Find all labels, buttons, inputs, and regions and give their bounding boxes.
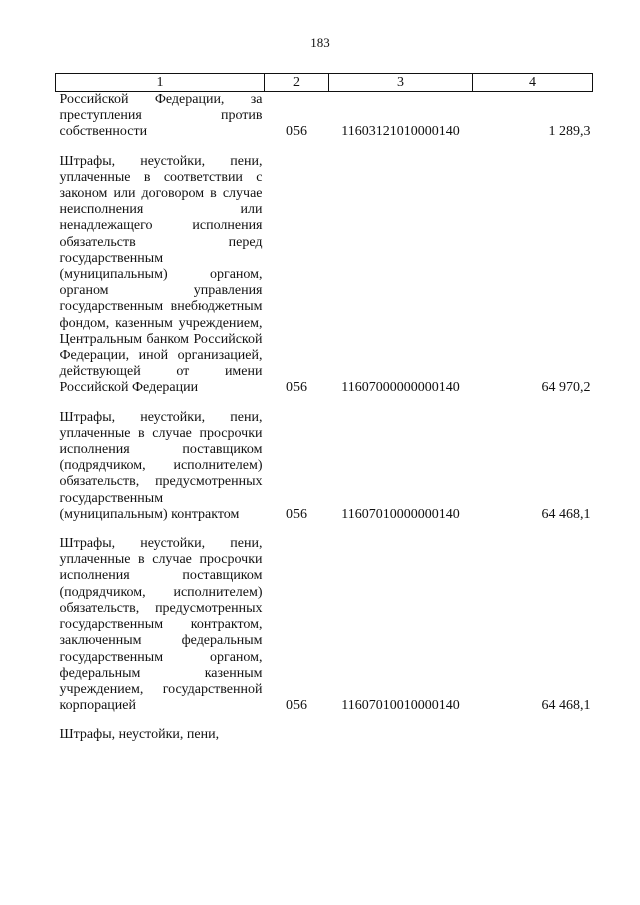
row-classification-code: 11603121010000140: [341, 124, 460, 140]
row-name-text: Штрафы, неустойки, пени, уплаченные в соответствии с законом или договором в случае неисполнения или ненадлежащего исполнения обязательств перед государственным (муниципальным) органом, органом управления государственным внебюджетным фондом, казенным учреждением, Центральным банком Российской Федерации, иной организацией, действующей от имени Российской Федерации: [59, 153, 263, 396]
row-name-text: Штрафы, неустойки, пени,: [59, 727, 220, 743]
row-amount: 64 970,2: [541, 380, 591, 396]
row-classification-code: 11607010010000140: [341, 698, 460, 714]
row-name-text: Российской Федерации, за преступления против собственности: [59, 92, 263, 140]
row-amount: 64 468,1: [541, 506, 591, 522]
table-row: [56, 727, 593, 743]
table-header-row: [56, 74, 593, 92]
row-admin-code: 056: [286, 380, 307, 396]
row-admin-code: 056: [286, 506, 307, 522]
page-number: 183: [310, 35, 330, 50]
table-row: [56, 92, 593, 154]
row-name: [56, 154, 265, 410]
row-name: [56, 536, 265, 727]
row-admin-code: [265, 727, 329, 743]
row-name: [56, 92, 265, 154]
row-admin-code: 056: [286, 124, 307, 140]
column-header-1: 1: [56, 74, 265, 92]
row-admin-code: 056: [286, 698, 307, 714]
column-header-2: 2: [265, 74, 329, 92]
row-name: [56, 410, 265, 536]
budget-table: [55, 73, 593, 744]
column-header-4: 4: [473, 74, 593, 92]
column-header-3: 3: [329, 74, 473, 92]
row-name-text: Штрафы, неустойки, пени, уплаченные в случае просрочки исполнения поставщиком (подрядчиком, исполнителем) обязательств, предусмотренных государственным контрактом, заключенным федеральным государственным органом, федеральным казенным учреждением, государственной корпорацией: [59, 536, 263, 714]
row-classification-code: 11607010000000140: [341, 506, 460, 522]
row-amount: 1 289,3: [548, 124, 591, 140]
row-amount: 64 468,1: [541, 698, 591, 714]
row-name: [56, 727, 265, 743]
row-classification-code: [329, 727, 473, 743]
table-row: [56, 154, 593, 410]
table-row: [56, 536, 593, 727]
table-row: [56, 410, 593, 536]
row-classification-code: 11607000000000140: [341, 380, 460, 396]
row-amount: [473, 727, 593, 743]
row-name-text: Штрафы, неустойки, пени, уплаченные в случае просрочки исполнения поставщиком (подрядчиком, исполнителем) обязательств, предусмотренных государственным (муниципальным) контрактом: [59, 409, 263, 522]
